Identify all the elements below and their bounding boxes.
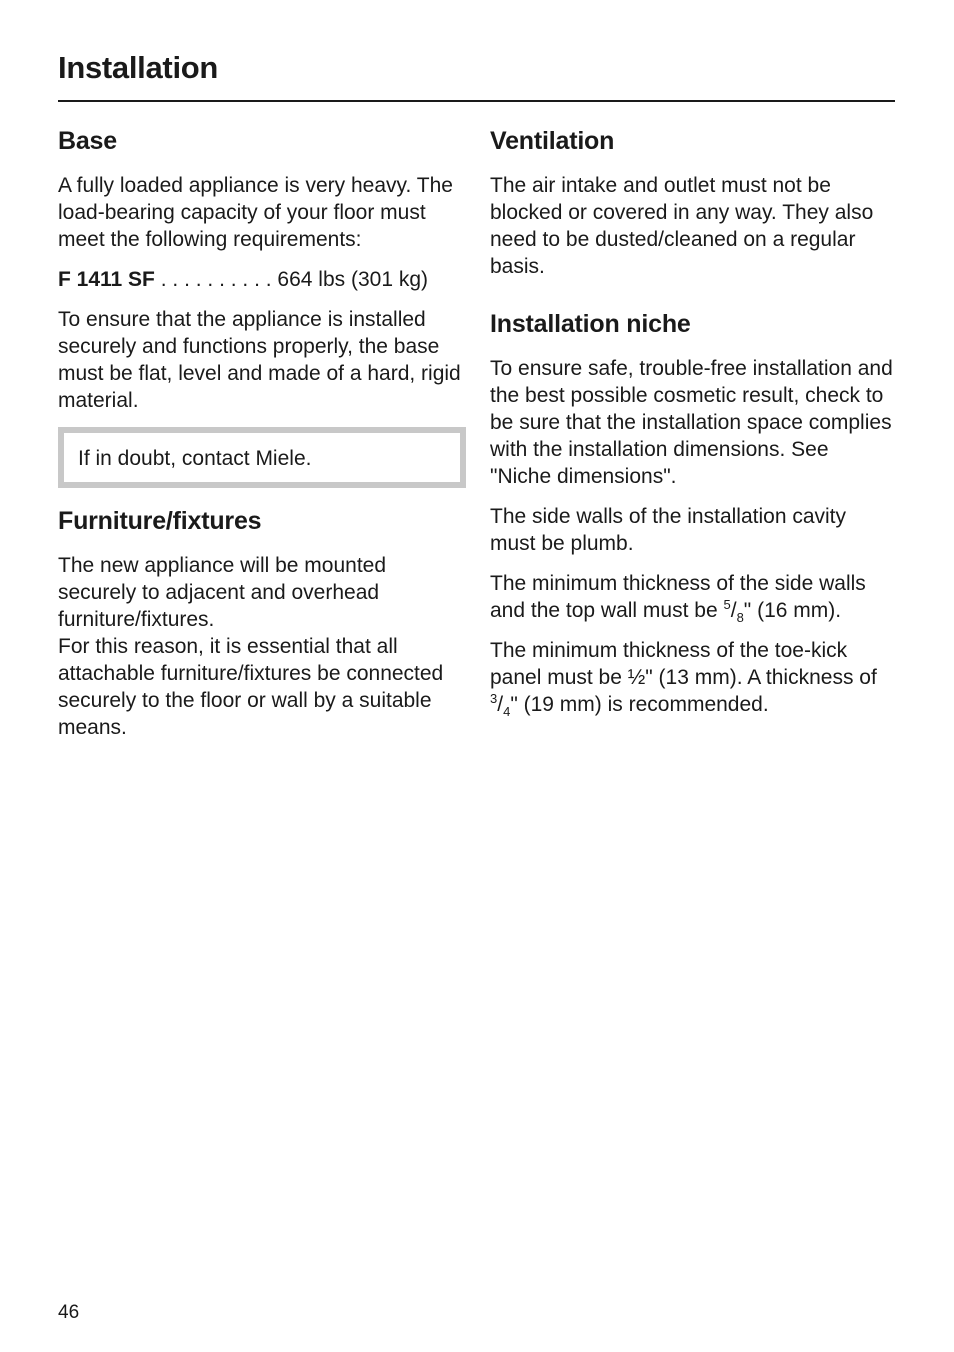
fraction-slash: / xyxy=(730,599,737,622)
furniture-para-2: For this reason, it is essential that all attachable furniture/fixtures be connected securely to the floor or wall by a suitable means. xyxy=(58,635,444,739)
niche-para-4 xyxy=(490,637,895,718)
note-box xyxy=(58,427,466,488)
spec-leader-dots: . . . . . . . . . . xyxy=(154,268,278,291)
page-title: Installation xyxy=(58,50,219,85)
fraction-numerator: 5 xyxy=(723,597,731,612)
niche-para-4-end: " (19 mm) is recommended. xyxy=(510,693,769,716)
niche-para-3-text: The minimum thickness of the side walls and the top wall must be xyxy=(490,572,866,622)
page-number: 46 xyxy=(58,1302,80,1323)
base-requirements: To ensure that the appliance is installed securely and functions properly, the base must be flat, level and made of a hard, rigid material. xyxy=(58,308,461,412)
right-column xyxy=(490,124,895,731)
niche-para-3 xyxy=(490,570,895,624)
left-column xyxy=(58,124,466,754)
furniture-heading: Furniture/fixtures xyxy=(58,507,262,535)
niche-para-2: The side walls of the installation cavity must be plumb. xyxy=(490,505,847,555)
spec-model: F 1411 SF xyxy=(58,268,155,291)
fraction-denominator: 4 xyxy=(503,704,511,720)
title-divider xyxy=(58,100,895,102)
fraction-denominator: 8 xyxy=(736,610,744,626)
spec-weight-value: 664 lbs (301 kg) xyxy=(277,268,429,291)
weight-spec-row xyxy=(58,266,466,293)
base-intro: A fully loaded appliance is very heavy. The load-bearing capacity of your floor must meet the following requirements: xyxy=(58,174,453,251)
fraction-numerator: 3 xyxy=(490,691,498,706)
niche-heading: Installation niche xyxy=(490,310,691,338)
niche-para-3-end: " (16 mm). xyxy=(743,599,842,622)
ventilation-para: The air intake and outlet must not be blocked or covered in any way. They also need to be dusted/cleaned on a regular basis. xyxy=(490,174,874,278)
section-spacer xyxy=(490,293,895,307)
niche-para-4-text: The minimum thickness of the toe-kick panel must be ½" (13 mm). A thickness of xyxy=(490,639,877,689)
niche-para-1: To ensure safe, trouble-free installation and the best possible cosmetic result, check to be sure that the installation space complies with the installation dimensions. See "Niche dimensions". xyxy=(490,357,893,488)
furniture-para-1: The new appliance will be mounted securely to adjacent and overhead furniture/fixtures. xyxy=(58,554,387,631)
ventilation-heading: Ventilation xyxy=(490,127,615,155)
note-text: If in doubt, contact Miele. xyxy=(78,447,312,470)
base-heading: Base xyxy=(58,127,117,155)
fraction-slash: / xyxy=(497,693,504,716)
